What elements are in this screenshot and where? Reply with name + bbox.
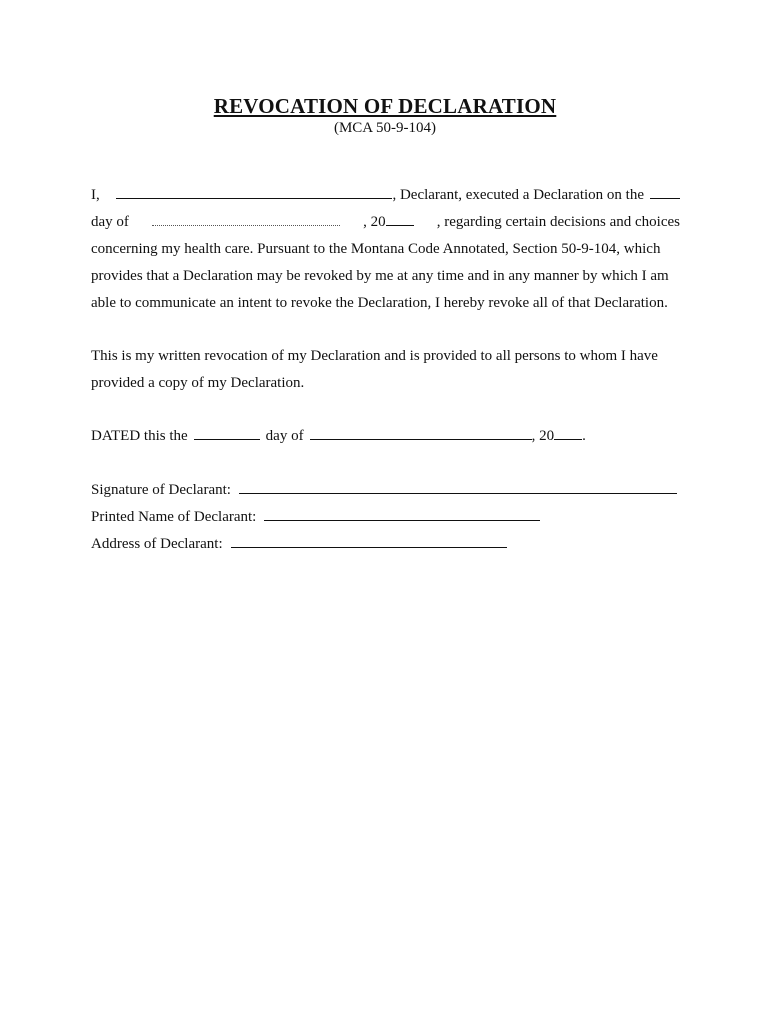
printed-name-label: Printed Name of Declarant: <box>91 509 257 525</box>
dated-line <box>91 427 586 445</box>
para1-line2 <box>91 213 680 231</box>
para1-year-prefix: , 20 <box>363 214 386 230</box>
declaration-month-blank[interactable] <box>152 213 340 226</box>
dated-end: . <box>582 428 586 444</box>
para2-line1: This is my written revocation of my Declaration and is provided to all persons to whom I have <box>91 348 658 364</box>
address-label: Address of Declarant: <box>91 536 223 552</box>
para1-line3: concerning my health care. Pursuant to the Montana Code Annotated, Section 50-9-104, which <box>91 241 661 257</box>
para1-executed-text: , Declarant, executed a Declaration on the <box>392 187 644 203</box>
dated-day-blank[interactable] <box>194 427 260 440</box>
document-subtitle: (MCA 50-9-104) <box>333 120 437 136</box>
printed-name-row <box>91 508 540 526</box>
document-title: REVOCATION OF DECLARATION <box>213 94 557 118</box>
signature-row <box>91 481 677 499</box>
dated-prefix: DATED this the <box>91 428 188 444</box>
para1-line5: able to communicate an intent to revoke the Declaration, I hereby revoke all of that Declaration. <box>91 295 668 311</box>
printed-name-field[interactable] <box>264 508 540 521</box>
para2-line2: provided a copy of my Declaration. <box>91 375 305 391</box>
dated-month-blank[interactable] <box>310 427 532 440</box>
dated-year-blank[interactable] <box>554 427 582 440</box>
para1-i: I, <box>91 187 100 203</box>
dated-year-prefix: , 20 <box>531 428 555 444</box>
para1-line4: provides that a Declaration may be revoked by me at any time and in any manner by which I am <box>91 268 669 284</box>
signature-field[interactable] <box>239 481 677 494</box>
declaration-year-blank[interactable] <box>386 213 414 226</box>
para1-regarding: , regarding certain decisions and choices <box>436 214 680 230</box>
declaration-day-blank[interactable] <box>650 186 680 199</box>
signature-label: Signature of Declarant: <box>91 482 231 498</box>
declarant-name-blank[interactable] <box>116 186 392 199</box>
para1-day-of: day of <box>91 214 129 230</box>
dated-day-of: day of <box>265 428 304 444</box>
address-field[interactable] <box>231 535 507 548</box>
para1-line1 <box>91 186 680 204</box>
address-row <box>91 535 507 553</box>
